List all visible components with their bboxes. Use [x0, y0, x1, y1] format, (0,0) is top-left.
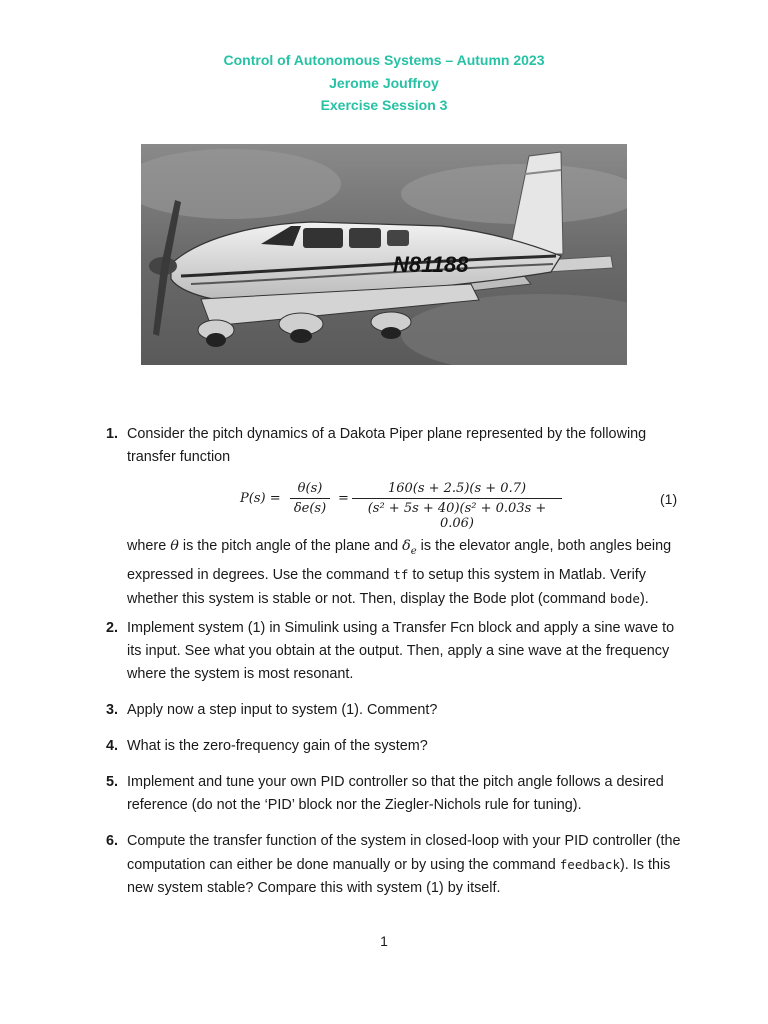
fraction-1-numerator: θ(s) — [297, 481, 323, 496]
exercise-item-1-continued — [106, 535, 686, 611]
exercise-item-5 — [106, 771, 686, 817]
command-bode: bode — [609, 590, 640, 606]
command-feedback: feedback — [559, 857, 620, 872]
fraction-2-numerator: 160(s + 2.5)(s + 0.7) — [387, 481, 527, 496]
item-text: Implement and tune your own PID controller so that the pitch angle follows a desired reference (do not the ‘PID’ block nor the Ziegler-Nichols rule for tuning). — [127, 774, 664, 813]
delta-symbol: δ — [402, 538, 411, 554]
command-tf: tf — [393, 566, 409, 582]
exercise-item-2 — [106, 617, 686, 686]
item-text: Apply now a step input to system (1). Comment? — [127, 702, 438, 718]
fraction-1-denominator: δe(s) — [290, 498, 330, 516]
page-number: 1 — [380, 933, 388, 949]
fraction-2-denominator: (s² + 5s + 40)(s² + 0.03s + 0.06) — [352, 498, 562, 531]
theta-symbol: θ — [170, 538, 179, 554]
item-number: 5. — [106, 774, 119, 790]
equation-equals: = — [338, 491, 349, 506]
item-text: Implement system (1) in Simulink using a Transfer Fcn block and apply a sine wave to its input. See what you obtain at the output. Then, apply a sine wave at the frequency where the system is most resonant. — [127, 620, 675, 682]
text-segment: to setup this system in Matlab. Verify whether this system is stable or not. Then, display the Bode plot (command — [127, 566, 646, 607]
text-segment: is the elevator angle, both angles being expressed in degrees. Use the command — [127, 538, 672, 583]
equation-number: (1) — [660, 491, 678, 507]
text-segment: where — [127, 538, 171, 554]
item-number: 1. — [106, 426, 119, 442]
item-number: 4. — [106, 738, 119, 754]
equation-fraction-2 — [352, 481, 562, 531]
text-segment: is the pitch angle of the plane and — [178, 538, 403, 554]
text-segment: ). Is this new system stable? Compare this with system (1) by itself. — [127, 857, 671, 896]
document-header — [0, 49, 768, 117]
item-text — [127, 535, 686, 611]
session-title: Exercise Session 3 — [320, 97, 448, 113]
item-text — [127, 830, 686, 900]
item-number: 2. — [106, 620, 119, 636]
equation-fraction-1 — [290, 481, 330, 516]
exercise-item-4 — [106, 735, 686, 758]
delta-subscript: e — [410, 545, 417, 557]
item-number: 6. — [106, 833, 119, 849]
exercise-item-6 — [106, 830, 686, 900]
transfer-function-equation — [240, 478, 570, 531]
author-name: Jerome Jouffroy — [329, 74, 439, 91]
item-intro: Consider the pitch dynamics of a Dakota Piper plane represented by the following transfer function — [127, 426, 647, 465]
item-text — [127, 423, 686, 469]
airplane-photo — [141, 144, 627, 365]
exercise-item-3 — [106, 699, 686, 722]
registration-text: N81188 — [393, 252, 469, 277]
item-text: What is the zero-frequency gain of the system? — [127, 738, 428, 754]
text-segment: ). — [639, 590, 649, 607]
course-title: Control of Autonomous Systems – Autumn 2023 — [223, 52, 545, 68]
text-segment: Compute the transfer function of the system in closed-loop with your PID controller (the computation can either be done manually or by using the command — [127, 833, 681, 873]
exercise-item-1 — [106, 423, 686, 469]
item-number: 3. — [106, 702, 119, 718]
equation-lhs: P(s) = — [240, 491, 281, 506]
